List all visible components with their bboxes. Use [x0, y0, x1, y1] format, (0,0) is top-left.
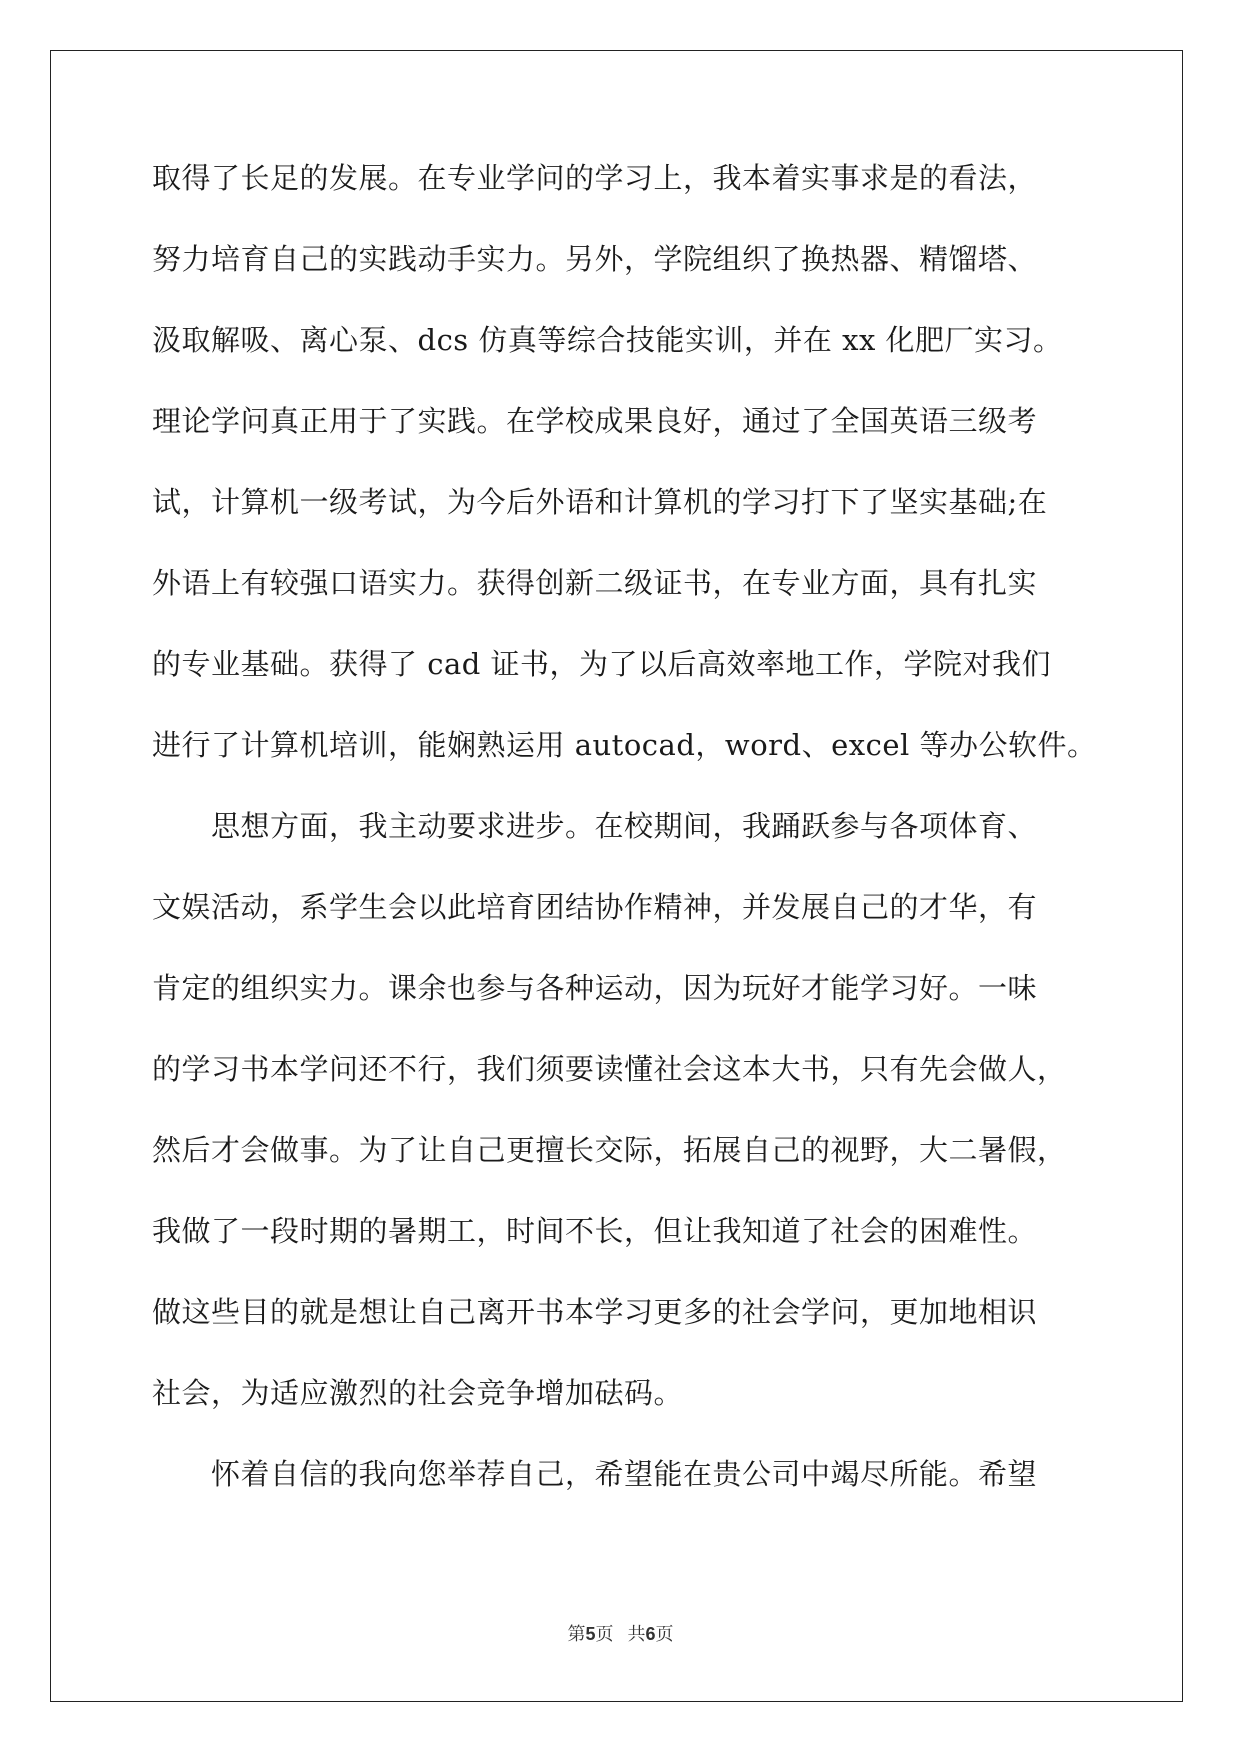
text-line: 汲取解吸、离心泵、dcs 仿真等综合技能实训，并在 xx 化肥厂实习。 [152, 323, 1063, 357]
page-prefix: 第 [567, 1624, 586, 1644]
text-line: 试，计算机一级考试，为今后外语和计算机的学习打下了坚实基础;在 [152, 485, 1048, 519]
text-line: 文娱活动，系学生会以此培育团结协作精神，并发展自己的才华，有 [152, 890, 1038, 924]
text-line: 我做了一段时期的暑期工，时间不长，但让我知道了社会的困难性。 [152, 1214, 1038, 1248]
text-line: 理论学问真正用于了实践。在学校成果良好，通过了全国英语三级考 [152, 404, 1038, 438]
page-suffix: 页 [595, 1624, 614, 1644]
text-line: 的专业基础。获得了 cad 证书，为了以后高效率地工作，学院对我们 [152, 647, 1052, 681]
text-line: 努力培育自己的实践动手实力。另外，学院组织了换热器、精馏塔、 [152, 242, 1038, 276]
total-prefix: 共 [627, 1624, 646, 1644]
paragraph-start-line: 怀着自信的我向您举荐自己，希望能在贵公司中竭尽所能。希望 [152, 1457, 1038, 1491]
text-line: 取得了长足的发展。在专业学问的学习上，我本着实事求是的看法， [152, 161, 1038, 195]
text-line: 做这些目的就是想让自己离开书本学习更多的社会学问，更加地相识 [152, 1295, 1038, 1329]
page-total: 6 [645, 1624, 656, 1644]
paragraph-start-line: 思想方面，我主动要求进步。在校期间，我踊跃参与各项体育、 [152, 809, 1038, 843]
total-suffix: 页 [655, 1624, 674, 1644]
page-footer [0, 1620, 1241, 1646]
text-line: 社会，为适应激烈的社会竞争增加砝码。 [152, 1376, 684, 1410]
text-line: 肯定的组织实力。课余也参与各种运动，因为玩好才能学习好。一味 [152, 971, 1038, 1005]
page-current: 5 [585, 1624, 596, 1644]
text-line: 外语上有较强口语实力。获得创新二级证书，在专业方面，具有扎实 [152, 566, 1038, 600]
text-line: 的学习书本学问还不行，我们须要读懂社会这本大书，只有先会做人， [152, 1052, 1067, 1086]
text-line: 然后才会做事。为了让自己更擅长交际，拓展自己的视野，大二暑假， [152, 1133, 1067, 1167]
text-line: 进行了计算机培训，能娴熟运用 autocad，word、excel 等办公软件。 [152, 728, 1097, 762]
